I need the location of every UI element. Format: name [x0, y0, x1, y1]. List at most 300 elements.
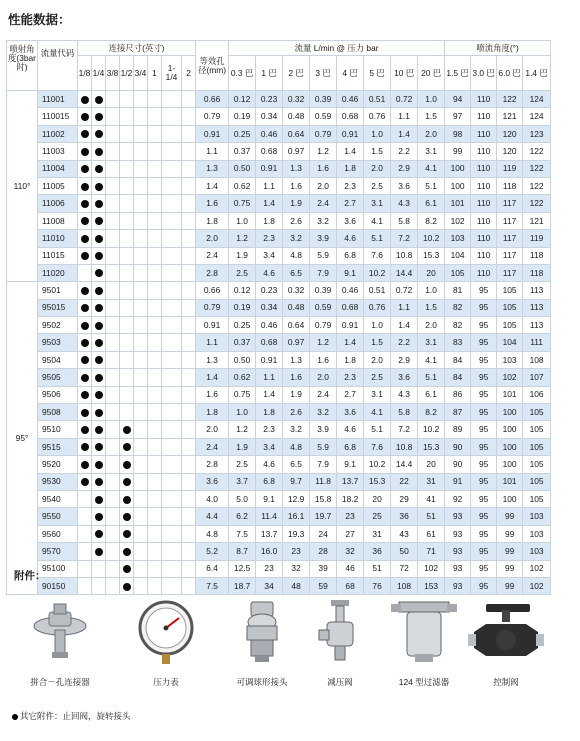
flow-cell: 1.0	[418, 91, 445, 108]
flow-code-cell: 11003	[38, 143, 78, 160]
connection-cell	[92, 282, 106, 299]
spray-angle-value-cell: 110	[471, 108, 497, 125]
connection-cell	[182, 404, 196, 421]
orifice-cell: 1.4	[196, 177, 229, 194]
spray-angle-value-cell: 105	[497, 317, 523, 334]
connection-cell	[182, 334, 196, 351]
connection-cell	[92, 108, 106, 125]
flow-cell: 3.9	[310, 230, 337, 247]
available-dot-icon	[81, 409, 89, 417]
available-dot-icon	[81, 461, 89, 469]
flow-cell: 7.2	[391, 421, 418, 438]
connection-cell	[92, 160, 106, 177]
flow-cell: 0.91	[256, 160, 283, 177]
spray-angle-value-cell: 82	[445, 299, 471, 316]
available-dot-icon	[95, 304, 103, 312]
connection-cell	[106, 525, 120, 542]
spray-angle-value-cell: 120	[497, 125, 523, 142]
connection-cell	[162, 247, 182, 264]
table-row	[7, 177, 551, 194]
connection-cell	[182, 247, 196, 264]
flow-cell: 0.48	[283, 299, 310, 316]
footnote-text: 其它附件：止回阀，旋转接头	[20, 711, 131, 721]
connection-cell	[182, 543, 196, 560]
flow-cell: 0.64	[283, 125, 310, 142]
flow-cell: 2.7	[337, 195, 364, 212]
flow-cell: 28	[310, 543, 337, 560]
available-dot-icon	[95, 130, 103, 138]
connection-cell	[106, 230, 120, 247]
connection-cell	[148, 456, 162, 473]
flow-cell: 32	[283, 560, 310, 577]
flow-cell: 1.4	[337, 334, 364, 351]
bullet-icon	[12, 714, 18, 720]
connection-cell	[120, 508, 134, 525]
spray-angle-value-cell: 123	[523, 125, 551, 142]
spray-angle-value-cell: 113	[523, 282, 551, 299]
spray-angle-value-cell: 94	[445, 91, 471, 108]
connection-cell	[148, 282, 162, 299]
flow-cell: 3.2	[283, 230, 310, 247]
connection-cell	[148, 473, 162, 490]
orifice-cell: 2.0	[196, 421, 229, 438]
connection-cell	[78, 230, 92, 247]
connection-cell	[106, 282, 120, 299]
connection-cell	[134, 247, 148, 264]
connection-cell	[92, 404, 106, 421]
flow-cell: 1.1	[256, 177, 283, 194]
available-dot-icon	[81, 304, 89, 312]
connection-cell	[134, 91, 148, 108]
spray-angle-value-cell: 108	[523, 351, 551, 368]
available-dot-icon	[81, 374, 89, 382]
available-dot-icon	[95, 548, 103, 556]
flow-cell: 19.3	[283, 525, 310, 542]
flow-cell: 0.79	[310, 125, 337, 142]
flow-code-cell: 11001	[38, 91, 78, 108]
connection-cell	[162, 125, 182, 142]
connection-cell	[120, 560, 134, 577]
table-row	[7, 421, 551, 438]
connection-cell	[78, 247, 92, 264]
available-dot-icon	[95, 113, 103, 121]
spray-angle-value-cell: 100	[497, 421, 523, 438]
flow-cell: 24	[310, 525, 337, 542]
flow-cell: 2.0	[364, 351, 391, 368]
spray-angle-value-cell: 105	[445, 264, 471, 281]
connection-cell	[162, 369, 182, 386]
available-dot-icon	[123, 513, 131, 521]
flow-cell: 6.8	[256, 473, 283, 490]
flow-cell: 2.9	[391, 160, 418, 177]
connection-cell	[78, 317, 92, 334]
flow-cell: 0.76	[364, 299, 391, 316]
orifice-cell: 1.8	[196, 212, 229, 229]
flow-code-cell: 9570	[38, 543, 78, 560]
split-clamp-icon	[20, 596, 100, 666]
flow-cell: 0.75	[229, 195, 256, 212]
pressure-header: 10 巴	[391, 56, 418, 91]
flow-cell: 5.8	[391, 212, 418, 229]
connection-cell	[78, 91, 92, 108]
connection-cell	[182, 317, 196, 334]
spray-angle-value-cell: 105	[497, 282, 523, 299]
table-row	[7, 160, 551, 177]
flow-cell: 8.7	[229, 543, 256, 560]
connection-cell	[134, 421, 148, 438]
spray-angle-value-cell: 103	[523, 525, 551, 542]
spray-angle-value-cell: 84	[445, 351, 471, 368]
flow-cell: 3.6	[391, 177, 418, 194]
flow-cell: 1.8	[256, 404, 283, 421]
flow-cell: 2.0	[418, 317, 445, 334]
connection-cell	[148, 230, 162, 247]
connection-cell	[78, 404, 92, 421]
connection-cell	[148, 369, 162, 386]
spray-angle-value-cell: 117	[497, 264, 523, 281]
connection-cell	[182, 125, 196, 142]
flow-cell: 20	[418, 456, 445, 473]
flow-code-cell: 9506	[38, 386, 78, 403]
spray-pressure-header: 3.0 巴	[471, 56, 497, 91]
spray-angle-value-cell: 104	[497, 334, 523, 351]
flow-cell: 11.8	[310, 473, 337, 490]
connection-cell	[78, 456, 92, 473]
connection-cell	[120, 264, 134, 281]
orifice-cell: 1.8	[196, 404, 229, 421]
flow-cell: 1.1	[391, 108, 418, 125]
flow-cell: 3.2	[310, 212, 337, 229]
flow-cell: 0.37	[229, 334, 256, 351]
connection-cell	[148, 108, 162, 125]
flow-cell: 59	[310, 577, 337, 594]
spray-pressure-header: 6.0 巴	[497, 56, 523, 91]
connection-cell	[92, 177, 106, 194]
connection-cell	[148, 317, 162, 334]
flow-cell: 9.1	[337, 456, 364, 473]
connection-cell	[120, 247, 134, 264]
connection-cell	[106, 108, 120, 125]
spray-angle-value-cell: 110	[471, 247, 497, 264]
available-dot-icon	[81, 217, 89, 225]
table-row	[7, 212, 551, 229]
flow-code-cell: 11020	[38, 264, 78, 281]
flow-cell: 12.5	[229, 560, 256, 577]
connection-cell	[120, 334, 134, 351]
connection-cell	[120, 421, 134, 438]
spray-angle-value-cell: 101	[497, 386, 523, 403]
flow-cell: 23	[337, 508, 364, 525]
pressure-header: 4 巴	[337, 56, 364, 91]
orifice-cell: 0.91	[196, 125, 229, 142]
spray-angle-value-cell: 122	[523, 177, 551, 194]
connection-cell	[92, 508, 106, 525]
flow-cell: 3.6	[337, 404, 364, 421]
connection-cell	[106, 264, 120, 281]
flow-cell: 5.0	[229, 490, 256, 507]
flow-cell: 51	[418, 508, 445, 525]
flow-cell: 29	[391, 490, 418, 507]
flow-code-cell: 11002	[38, 125, 78, 142]
connection-cell	[92, 386, 106, 403]
flow-cell: 14.4	[391, 456, 418, 473]
connection-cell	[134, 230, 148, 247]
flow-cell: 6.1	[418, 386, 445, 403]
flow-cell: 4.8	[283, 438, 310, 455]
flow-cell: 0.51	[364, 91, 391, 108]
flow-cell: 1.4	[256, 386, 283, 403]
spray-angle-value-cell: 95	[471, 334, 497, 351]
flow-cell: 32	[337, 543, 364, 560]
spray-angle-value-cell: 110	[471, 230, 497, 247]
spray-angle-value-cell: 95	[471, 282, 497, 299]
connection-cell	[78, 282, 92, 299]
flow-cell: 1.0	[229, 404, 256, 421]
table-row	[7, 195, 551, 212]
flow-cell: 6.8	[337, 247, 364, 264]
connection-cell	[106, 177, 120, 194]
spray-angle-value-cell: 98	[445, 125, 471, 142]
flow-cell: 0.50	[229, 160, 256, 177]
available-dot-icon	[81, 148, 89, 156]
connection-cell	[182, 177, 196, 194]
pressure-relief-valve-icon	[300, 596, 380, 666]
header-angle: 喷射角度(3bar时)	[7, 41, 38, 91]
spray-angle-value-cell: 122	[497, 91, 523, 108]
connection-cell	[120, 282, 134, 299]
connection-cell	[106, 438, 120, 455]
flow-cell: 0.97	[283, 143, 310, 160]
connection-cell	[182, 386, 196, 403]
spray-angle-value-cell: 119	[523, 230, 551, 247]
connection-cell	[162, 525, 182, 542]
flow-cell: 3.1	[364, 386, 391, 403]
flow-cell: 10.2	[418, 230, 445, 247]
flow-cell: 0.32	[283, 282, 310, 299]
spray-angle-value-cell: 83	[445, 334, 471, 351]
available-dot-icon	[123, 478, 131, 486]
spray-angle-value-cell: 110	[471, 160, 497, 177]
spray-angle-cell: 110°	[7, 91, 38, 282]
connection-cell	[134, 143, 148, 160]
flow-cell: 5.8	[391, 404, 418, 421]
connection-cell	[148, 299, 162, 316]
available-dot-icon	[123, 496, 131, 504]
flow-cell: 0.68	[337, 299, 364, 316]
connection-cell	[134, 456, 148, 473]
connection-cell	[78, 177, 92, 194]
connection-cell	[78, 421, 92, 438]
flow-cell: 2.3	[256, 421, 283, 438]
flow-cell: 20	[364, 490, 391, 507]
orifice-cell: 7.5	[196, 577, 229, 594]
connection-cell	[78, 508, 92, 525]
connection-cell	[106, 317, 120, 334]
connection-cell	[148, 543, 162, 560]
spray-angle-value-cell: 101	[445, 195, 471, 212]
connection-cell	[106, 369, 120, 386]
flow-cell: 6.5	[283, 264, 310, 281]
available-dot-icon	[81, 235, 89, 243]
connection-cell	[120, 525, 134, 542]
flow-cell: 1.3	[283, 160, 310, 177]
table-row	[7, 230, 551, 247]
spray-angle-value-cell: 99	[497, 508, 523, 525]
spray-angle-value-cell: 104	[445, 247, 471, 264]
flow-code-cell: 11010	[38, 230, 78, 247]
flow-code-cell: 95100	[38, 560, 78, 577]
available-dot-icon	[123, 565, 131, 573]
connection-cell	[78, 143, 92, 160]
flow-cell: 4.8	[283, 247, 310, 264]
flow-cell: 0.68	[337, 108, 364, 125]
connection-cell	[162, 386, 182, 403]
connection-cell	[120, 473, 134, 490]
flow-cell: 0.34	[256, 108, 283, 125]
table-row	[7, 560, 551, 577]
available-dot-icon	[95, 374, 103, 382]
available-dot-icon	[81, 356, 89, 364]
flow-cell: 2.3	[337, 177, 364, 194]
available-dot-icon	[81, 113, 89, 121]
flow-cell: 0.62	[229, 177, 256, 194]
spray-angle-value-cell: 86	[445, 386, 471, 403]
flow-cell: 1.6	[310, 351, 337, 368]
flow-cell: 34	[256, 577, 283, 594]
flow-cell: 0.12	[229, 91, 256, 108]
connection-cell	[134, 317, 148, 334]
spray-angle-value-cell: 97	[445, 108, 471, 125]
flow-code-cell: 9515	[38, 438, 78, 455]
flow-cell: 4.6	[337, 230, 364, 247]
spray-angle-value-cell: 100	[445, 160, 471, 177]
connection-cell	[106, 247, 120, 264]
flow-cell: 102	[418, 560, 445, 577]
orifice-cell: 2.4	[196, 247, 229, 264]
flow-cell: 10.8	[391, 438, 418, 455]
spray-angle-value-cell: 89	[445, 421, 471, 438]
flow-cell: 0.25	[229, 125, 256, 142]
flow-cell: 16.0	[256, 543, 283, 560]
connection-cell	[148, 195, 162, 212]
flow-cell: 1.9	[283, 195, 310, 212]
spray-angle-value-cell: 124	[523, 108, 551, 125]
connection-cell	[106, 490, 120, 507]
flow-cell: 1.1	[256, 369, 283, 386]
connection-cell	[120, 299, 134, 316]
flow-cell: 19.7	[310, 508, 337, 525]
flow-cell: 0.32	[283, 91, 310, 108]
spray-angle-value-cell: 92	[445, 490, 471, 507]
spray-angle-value-cell: 110	[471, 177, 497, 194]
connection-cell	[162, 212, 182, 229]
available-dot-icon	[95, 235, 103, 243]
flow-cell: 3.1	[418, 143, 445, 160]
spray-angle-value-cell: 84	[445, 369, 471, 386]
table-row	[7, 525, 551, 542]
orifice-cell: 0.79	[196, 108, 229, 125]
flow-cell: 10.2	[418, 421, 445, 438]
connection-cell	[134, 264, 148, 281]
table-row	[7, 299, 551, 316]
flow-cell: 2.9	[391, 351, 418, 368]
available-dot-icon	[123, 426, 131, 434]
spray-pressure-header: 1.4 巴	[523, 56, 551, 91]
table-row	[7, 282, 551, 299]
connection-cell	[134, 108, 148, 125]
spray-angle-value-cell: 118	[497, 177, 523, 194]
connection-cell	[182, 160, 196, 177]
flow-cell: 1.3	[283, 351, 310, 368]
connection-cell	[78, 473, 92, 490]
flow-cell: 43	[391, 525, 418, 542]
pressure-header: 1 巴	[256, 56, 283, 91]
connection-cell	[182, 91, 196, 108]
spray-angle-cell: 95°	[7, 282, 38, 595]
spray-angle-value-cell: 118	[523, 247, 551, 264]
flow-cell: 6.8	[337, 438, 364, 455]
connection-cell	[92, 125, 106, 142]
available-dot-icon	[95, 269, 103, 277]
flow-code-cell: 9505	[38, 369, 78, 386]
connection-cell	[162, 543, 182, 560]
flow-code-cell: 9508	[38, 404, 78, 421]
connection-cell	[120, 317, 134, 334]
connection-cell	[120, 230, 134, 247]
connection-cell	[162, 508, 182, 525]
flow-cell: 0.48	[283, 108, 310, 125]
accessory-label-2: 可调球形接头	[236, 677, 288, 687]
available-dot-icon	[95, 513, 103, 521]
spray-angle-value-cell: 102	[497, 369, 523, 386]
flow-cell: 31	[364, 525, 391, 542]
flow-cell: 5.1	[418, 177, 445, 194]
spray-angle-value-cell: 90	[445, 456, 471, 473]
connection-cell	[106, 404, 120, 421]
connection-cell	[134, 404, 148, 421]
connection-cell	[182, 421, 196, 438]
flow-code-cell: 95015	[38, 299, 78, 316]
spray-angle-value-cell: 93	[445, 543, 471, 560]
header-flow: 流量 L/min @ 压力 bar	[229, 41, 445, 56]
connection-cell	[92, 473, 106, 490]
pressure-gauge-icon	[126, 596, 206, 666]
connection-cell	[106, 91, 120, 108]
connection-cell	[148, 143, 162, 160]
flow-cell: 9.1	[337, 264, 364, 281]
table-row	[7, 125, 551, 142]
available-dot-icon	[123, 530, 131, 538]
connection-cell	[134, 369, 148, 386]
connection-cell	[148, 212, 162, 229]
flow-cell: 7.9	[310, 456, 337, 473]
flow-cell: 4.6	[337, 421, 364, 438]
connection-cell	[134, 195, 148, 212]
spray-angle-value-cell: 95	[471, 490, 497, 507]
flow-cell: 4.1	[418, 160, 445, 177]
connection-cell	[162, 490, 182, 507]
flow-cell: 15.8	[310, 490, 337, 507]
accessory-label-0: 拼合－孔连接器	[30, 677, 90, 687]
available-dot-icon	[81, 200, 89, 208]
flow-code-cell: 110015	[38, 108, 78, 125]
connection-cell	[162, 351, 182, 368]
flow-cell: 4.1	[364, 212, 391, 229]
available-dot-icon	[81, 478, 89, 486]
connection-cell	[148, 525, 162, 542]
flow-cell: 4.3	[391, 195, 418, 212]
spray-angle-value-cell: 95	[471, 525, 497, 542]
